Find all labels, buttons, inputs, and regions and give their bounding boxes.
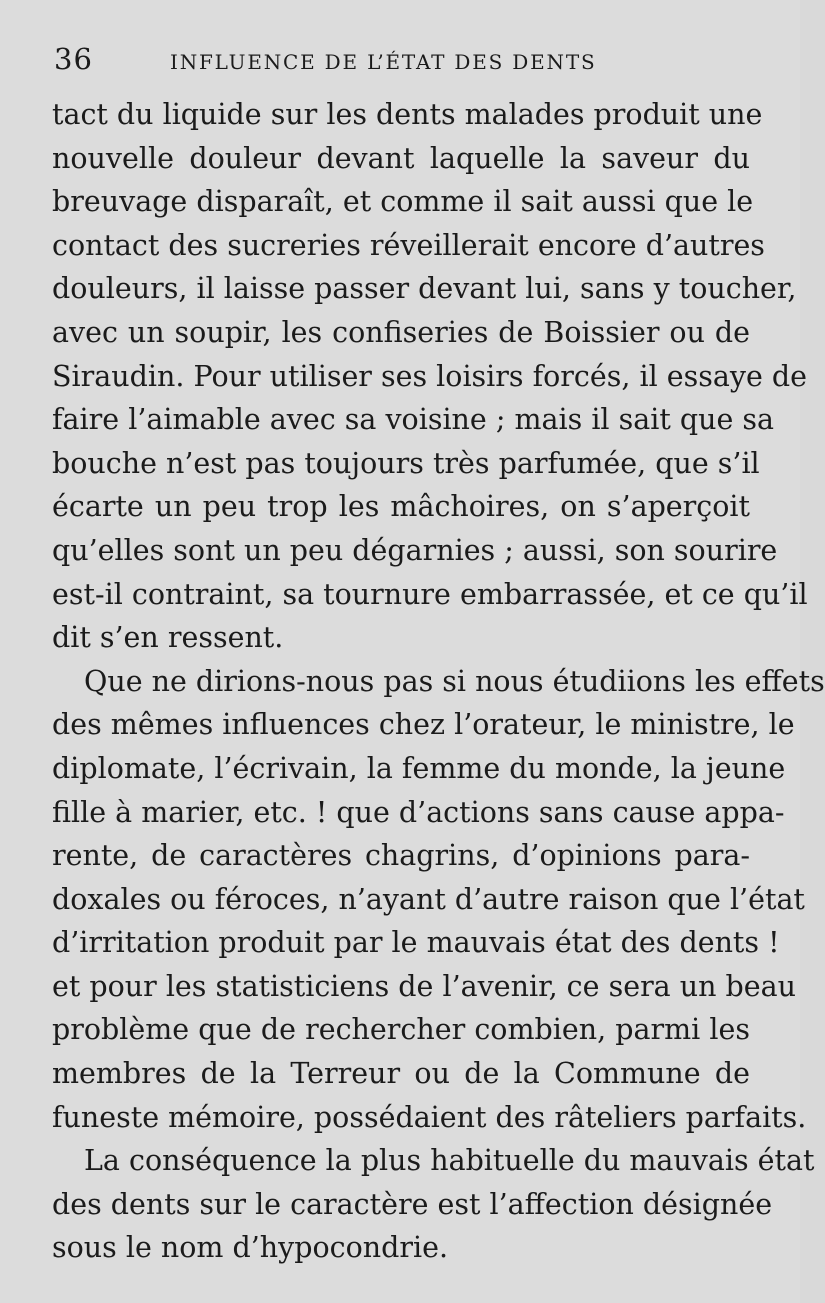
text-line: diplomate, l’écrivain, la femme du monde, la jeune: [52, 751, 786, 785]
text-line: faire l’aimable avec sa voisine ; mais il sait que sa: [52, 403, 774, 437]
paragraph-end-line: funeste mémoire, possédaient des râteliers parfaits.: [52, 1100, 807, 1134]
text-line: qu’elles sont un peu dégarnies ; aussi, son sourire: [52, 533, 778, 567]
running-title: INFLUENCE DE L’ÉTAT DES DENTS: [170, 50, 597, 74]
text-line: nouvelle douleur devant laquelle la saveur du: [52, 141, 750, 175]
text-line: membres de la Terreur ou de la Commune de: [52, 1057, 750, 1091]
text-line: bouche n’est pas toujours très parfumée, que s’il: [52, 446, 760, 480]
text-line: tact du liquide sur les dents malades produit une: [52, 98, 763, 131]
text-line: des dents sur le caractère est l’affection désignée: [52, 1187, 773, 1221]
text-line: fille à marier, etc. ! que d’actions sans cause appa-: [52, 795, 785, 829]
page-header: [52, 42, 748, 82]
text-line: douleurs, il laisse passer devant lui, sans y toucher,: [52, 272, 797, 306]
paragraph-start-line: La conséquence la plus habituelle du mauvais état: [84, 1144, 815, 1178]
text-line: rente, de caractères chagrins, d’opinions para-: [52, 839, 750, 873]
text-line: des mêmes influences chez l’orateur, le ministre, le: [52, 708, 795, 742]
text-line: Siraudin. Pour utiliser ses loisirs forcés, il essaye de: [52, 359, 808, 393]
text-line: avec un soupir, les confiseries de Boissier ou de: [52, 315, 750, 349]
text-line: contact des sucreries réveillerait encore d’autres: [52, 228, 765, 262]
paragraph-start-line: Que ne dirions-nous pas si nous étudiions les effets: [84, 664, 825, 698]
text-line: breuvage disparaît, et comme il sait aussi que le: [52, 185, 754, 219]
text-line: doxales ou féroces, n’ayant d’autre raison que l’état: [52, 882, 805, 916]
text-line: d’irritation produit par le mauvais état des dents !: [52, 926, 780, 960]
body-text: [52, 93, 825, 1270]
paragraph-end-line: dit s’en ressent.: [52, 621, 284, 655]
text-line: problème que de rechercher combien, parmi les: [52, 1013, 750, 1047]
text-line: est-il contraint, sa tournure embarrassée, et ce qu’il: [52, 577, 808, 611]
text-line: et pour les statisticiens de l’avenir, ce sera un beau: [52, 969, 796, 1003]
page-number: 36: [54, 42, 93, 76]
paragraph-end-line: sous le nom d’hypocondrie.: [52, 1231, 449, 1265]
text-line: écarte un peu trop les mâchoires, on s’aperçoit: [52, 490, 750, 524]
